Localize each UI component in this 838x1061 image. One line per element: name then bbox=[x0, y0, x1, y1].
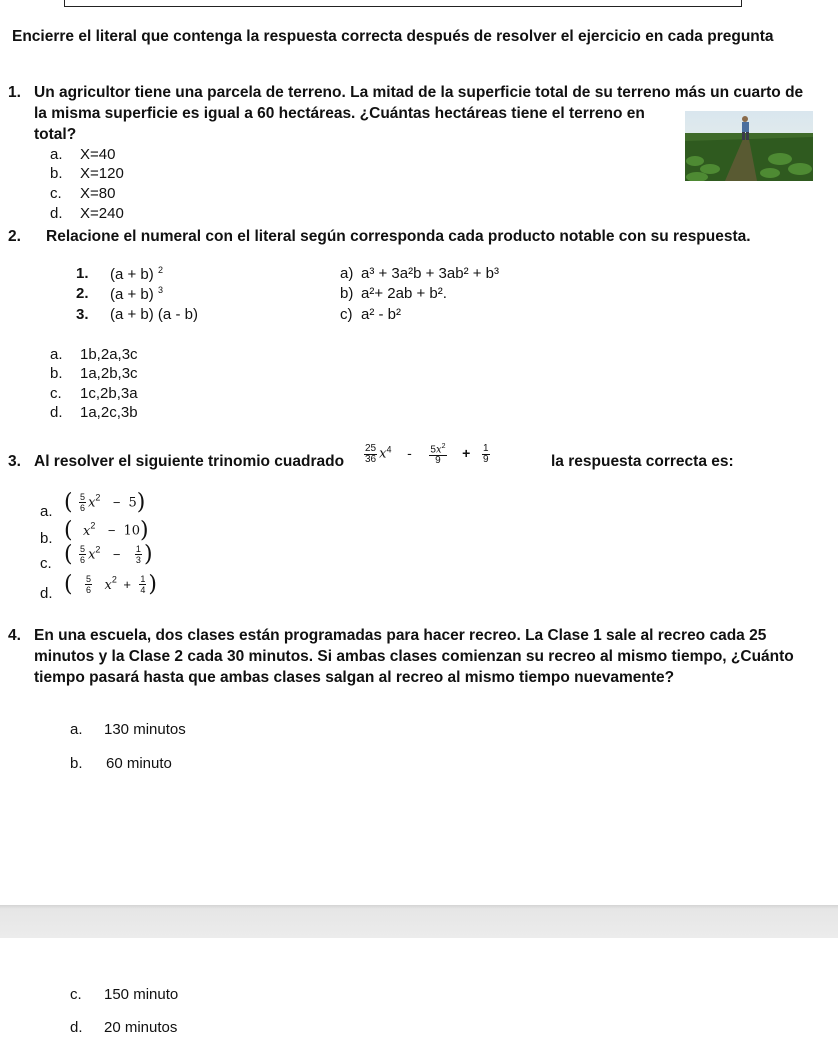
q2-left-2-number: 2. bbox=[76, 285, 89, 302]
q3-text-after: la respuesta correcta es: bbox=[551, 453, 734, 470]
q1-line2: la misma superficie es igual a 60 hectáreas. ¿Cuántas hectáreas tiene el terreno en bbox=[34, 105, 645, 122]
q2-option-d-value[interactable]: 1a,2c,3b bbox=[80, 404, 138, 421]
q1-number: 1. bbox=[8, 84, 21, 101]
q3-option-b-expr[interactable]: ( $x^2 - 10$) bbox=[64, 518, 149, 543]
q4-option-c-letter[interactable]: c. bbox=[70, 986, 82, 1003]
q4-option-b-letter[interactable]: b. bbox=[70, 755, 83, 772]
q3-number: 3. bbox=[8, 453, 21, 470]
q4-option-a-letter[interactable]: a. bbox=[70, 721, 83, 738]
q2-text: Relacione el numeral con el literal según corresponda cada producto notable con su respuesta. bbox=[46, 228, 751, 245]
q3-text-before: Al resolver el siguiente trinomio cuadrado bbox=[34, 453, 345, 470]
q2-option-b-value[interactable]: 1a,2b,3c bbox=[80, 365, 138, 382]
q2-left-3-number: 3. bbox=[76, 306, 89, 323]
q2-right-c-letter: c) bbox=[340, 306, 353, 323]
q4-line3: tiempo pasará hasta que ambas clases salgan al recreo al mismo tiempo nuevamente? bbox=[34, 669, 675, 686]
q1-option-b-value[interactable]: X=120 bbox=[80, 165, 124, 182]
farmer-field-image bbox=[685, 111, 813, 181]
q4-option-d-letter[interactable]: d. bbox=[70, 1019, 83, 1036]
q2-option-b-letter[interactable]: b. bbox=[50, 365, 63, 382]
q2-option-c-letter[interactable]: c. bbox=[50, 385, 62, 402]
q2-left-1-number: 1. bbox=[76, 265, 89, 282]
q1-option-a-letter[interactable]: a. bbox=[50, 146, 63, 163]
q2-right-a-expr: a³ + 3a²b + 3ab² + b³ bbox=[361, 265, 500, 282]
q4-option-a-value[interactable]: 130 minutos bbox=[104, 721, 186, 738]
q3-option-d-expr[interactable]: ( $\frac{5}{6}$ $x^2$ + $\frac{1}{4}$ ) bbox=[64, 572, 157, 597]
q3-option-a-letter[interactable]: a. bbox=[40, 503, 53, 520]
q2-option-c-value[interactable]: 1c,2b,3a bbox=[80, 385, 138, 402]
q2-right-c-expr: a² - b² bbox=[361, 306, 402, 323]
q4-option-d-value[interactable]: 20 minutos bbox=[104, 1019, 178, 1036]
q3-option-c-letter[interactable]: c. bbox=[40, 555, 52, 572]
q1-option-d-value[interactable]: X=240 bbox=[80, 205, 124, 222]
q1-option-d-letter[interactable]: d. bbox=[50, 205, 63, 222]
q1-option-a-value[interactable]: X=40 bbox=[80, 146, 116, 163]
q4-line1: En una escuela, dos clases están programadas para hacer recreo. La Clase 1 sale al recreo cada 25 bbox=[34, 627, 767, 644]
q1-option-b-letter[interactable]: b. bbox=[50, 165, 63, 182]
q3-option-c-expr[interactable]: ( $\frac{5}{6}$ $x^2$ − $\frac{1}{3}$ ) bbox=[64, 542, 153, 567]
q1-option-c-value[interactable]: X=80 bbox=[80, 185, 116, 202]
header-box bbox=[64, 0, 742, 7]
q2-number: 2. bbox=[8, 228, 21, 245]
q1-option-c-letter[interactable]: c. bbox=[50, 185, 62, 202]
q2-left-1-expr: (a + b) $^2$ bbox=[110, 265, 163, 283]
q4-option-c-value[interactable]: 150 minuto bbox=[104, 986, 179, 1003]
q2-right-b-letter: b) bbox=[340, 285, 354, 302]
q2-option-d-letter[interactable]: d. bbox=[50, 404, 63, 421]
q3-option-b-letter[interactable]: b. bbox=[40, 530, 53, 547]
instruction: Encierre el literal que contenga la respuesta correcta después de resolver el ejercicio en cada pregunta bbox=[12, 28, 774, 45]
q2-right-a-letter: a) bbox=[340, 265, 354, 282]
q2-left-3-expr: (a + b) (a - b) bbox=[110, 306, 198, 323]
q2-option-a-letter[interactable]: a. bbox=[50, 346, 63, 363]
q3-option-d-letter[interactable]: d. bbox=[40, 585, 53, 602]
q2-left-2-expr: (a + b) $^3$ bbox=[110, 285, 163, 303]
q4-number: 4. bbox=[8, 627, 21, 644]
q4-line2: minutos y la Clase 2 cada 30 minutos. Si ambas clases comienzan su recreo al mismo tiempo, ¿Cuánto bbox=[34, 648, 794, 665]
q4-option-b-value[interactable]: 60 minuto bbox=[106, 755, 172, 772]
q2-right-b-expr: a²+ 2ab + b². bbox=[361, 285, 447, 302]
page-break-band bbox=[0, 905, 838, 938]
q3-option-a-expr[interactable]: ( $\frac{5}{6}$ $x^2 - 5$) bbox=[64, 490, 146, 515]
q2-option-a-value[interactable]: 1b,2a,3c bbox=[80, 346, 138, 363]
q1-line1: Un agricultor tiene una parcela de terreno. La mitad de la superficie total de su terreno más un cuarto de bbox=[34, 84, 804, 101]
q3-trinomial: $\frac{25}{36}$ $x^4$ - $\frac{5x^2}{9}$ + $\frac{1}{9}$ bbox=[365, 442, 489, 467]
q1-line3: total? bbox=[34, 126, 77, 143]
